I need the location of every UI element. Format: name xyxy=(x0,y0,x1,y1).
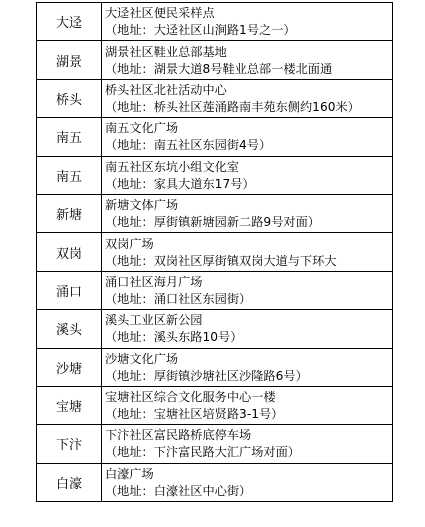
table-row xyxy=(37,310,393,348)
site-cell xyxy=(102,157,393,194)
venue-name: 大迳社区便民采样点 xyxy=(105,6,215,21)
site-cell xyxy=(102,41,393,78)
site-cell xyxy=(102,118,393,155)
table-row xyxy=(37,195,393,233)
area-cell: 白濠 xyxy=(37,464,102,501)
table-row xyxy=(37,387,393,425)
address-text: 桥头社区莲涌路南丰苑东侧约160米） xyxy=(153,99,360,114)
table-row xyxy=(37,80,393,118)
venue-name: 白濠广场 xyxy=(105,466,154,481)
address-prefix: （地址： xyxy=(105,253,154,268)
venue-address xyxy=(105,22,390,39)
table-row xyxy=(37,233,393,271)
address-text: 南五社区东园街4号） xyxy=(153,138,272,153)
address-text: 湖景大道8号鞋业总部一楼北面通 xyxy=(153,61,333,76)
area-cell: 大迳 xyxy=(37,3,102,40)
table-row xyxy=(37,41,393,79)
address-text: 厚街镇新塘园新二路9号对面） xyxy=(153,215,320,230)
address-text: 宝塘社区培贤路3-1号） xyxy=(153,407,284,422)
address-text: 大迳社区山涧路1号之一） xyxy=(153,23,296,38)
site-cell xyxy=(102,387,393,424)
venue-name: 湖景社区鞋业总部基地 xyxy=(105,44,227,59)
table-row xyxy=(37,272,393,310)
address-text: 厚街镇沙塘社区沙隆路6号） xyxy=(153,368,308,383)
table-row xyxy=(37,425,393,463)
address-prefix: （地址： xyxy=(105,483,154,498)
table-row xyxy=(37,157,393,195)
area-cell: 湖景 xyxy=(37,41,102,78)
area-cell: 南五 xyxy=(37,118,102,155)
address-text: 溪头东路10号） xyxy=(153,330,243,345)
address-prefix: （地址： xyxy=(105,291,154,306)
address-text: 双岗社区厚街镇双岗大道与下环大 xyxy=(153,253,337,268)
venue-address xyxy=(105,253,390,270)
venue-address xyxy=(105,444,390,461)
site-cell xyxy=(102,3,393,40)
site-cell xyxy=(102,349,393,386)
venue-name: 涌口社区海月广场 xyxy=(105,274,203,289)
table-row xyxy=(37,349,393,387)
address-prefix: （地址： xyxy=(105,99,154,114)
site-cell xyxy=(102,195,393,232)
address-text: 下汴富民路大汇广场对面） xyxy=(153,445,300,460)
site-cell xyxy=(102,272,393,309)
table-row xyxy=(37,118,393,156)
site-cell xyxy=(102,464,393,501)
venue-address xyxy=(105,291,390,308)
site-cell xyxy=(102,310,393,347)
address-text: 白濠社区中心街） xyxy=(153,483,252,498)
venue-address xyxy=(105,99,390,116)
venue-address xyxy=(105,483,390,500)
site-cell xyxy=(102,80,393,117)
site-cell xyxy=(102,425,393,462)
area-cell: 宝塘 xyxy=(37,387,102,424)
address-prefix: （地址： xyxy=(105,445,154,460)
venue-address xyxy=(105,137,390,154)
area-cell: 南五 xyxy=(37,157,102,194)
area-cell: 桥头 xyxy=(37,80,102,117)
address-prefix: （地址： xyxy=(105,330,154,345)
venue-address xyxy=(105,406,390,423)
area-cell: 新塘 xyxy=(37,195,102,232)
address-text: 涌口社区东园街） xyxy=(153,291,252,306)
address-prefix: （地址： xyxy=(105,138,154,153)
area-cell: 溪头 xyxy=(37,310,102,347)
venue-name: 双岗广场 xyxy=(105,236,154,251)
address-prefix: （地址： xyxy=(105,215,154,230)
venue-name: 桥头社区北社活动中心 xyxy=(105,82,227,97)
venue-address xyxy=(105,368,390,385)
area-cell: 下汴 xyxy=(37,425,102,462)
venue-address xyxy=(105,61,390,78)
venue-name: 宝塘社区综合文化服务中心一楼 xyxy=(105,390,276,405)
address-prefix: （地址： xyxy=(105,368,154,383)
venue-name: 新塘文体广场 xyxy=(105,198,179,213)
testing-sites-table xyxy=(36,2,393,502)
venue-name: 下汴社区富民路桥底停车场 xyxy=(105,428,252,443)
table-row xyxy=(37,3,393,41)
area-cell: 沙塘 xyxy=(37,349,102,386)
site-cell xyxy=(102,233,393,270)
address-prefix: （地址： xyxy=(105,23,154,38)
address-text: 家具大道东17号） xyxy=(153,176,255,191)
venue-name: 南五社区东坑小组文化室 xyxy=(105,159,240,174)
address-prefix: （地址： xyxy=(105,176,154,191)
venue-address xyxy=(105,329,390,346)
venue-name: 沙塘文化广场 xyxy=(105,351,179,366)
venue-address xyxy=(105,176,390,193)
venue-name: 溪头工业区新公园 xyxy=(105,313,203,328)
address-prefix: （地址： xyxy=(105,407,154,422)
area-cell: 涌口 xyxy=(37,272,102,309)
venue-name: 南五文化广场 xyxy=(105,121,179,136)
area-cell: 双岗 xyxy=(37,233,102,270)
table-row xyxy=(37,464,393,502)
venue-address xyxy=(105,214,390,231)
address-prefix: （地址： xyxy=(105,61,154,76)
